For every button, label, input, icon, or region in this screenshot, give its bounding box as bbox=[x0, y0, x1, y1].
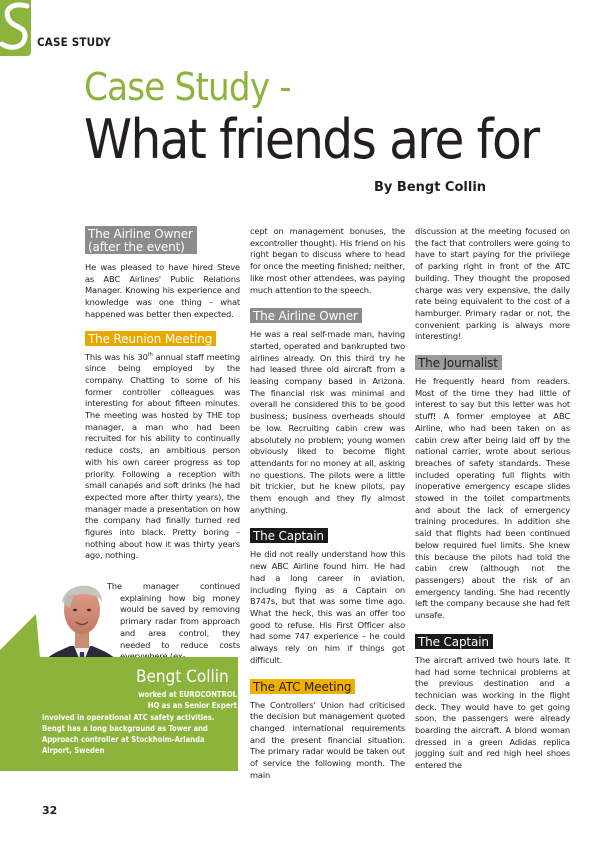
article-title: What friends are for bbox=[84, 108, 539, 171]
bio-line: Approach controller at Stockholm-Arlanda bbox=[42, 735, 205, 745]
heading-journalist: The Journalist bbox=[415, 355, 502, 370]
paragraph: The manager continued explaining how big money would be saved by removing primary radar from approach and area control, they needed to reduce costs bbox=[107, 581, 240, 650]
heading-atc-meeting: The ATC Meeting bbox=[250, 679, 355, 694]
column-3 bbox=[415, 226, 570, 772]
paragraph bbox=[85, 352, 240, 563]
byline: By Bengt Collin bbox=[374, 180, 487, 195]
paragraph: He frequently heard from readers. Most of the time they had little of interest to say but this letter was hot stuff! A former employee at ABC Airline, who had been taken on as cabin crew after being laid off by the national carrier, wrote about serious breaches of safety standards. These included operating full flights with inoperative emergency escape slides stowed in the toilet compartments and about the lack of emergency training procedures. In addition she said that flights had been continued below required fuel limits. She knew this because the pilots had told the cabin crew (although not the passengers) about the risk of an emergency landing. She had recently left the company because she had felt unsafe. bbox=[415, 376, 570, 621]
column-2 bbox=[250, 226, 405, 781]
heading-line: The Airline Owner bbox=[88, 227, 193, 241]
paragraph: He did not really understand how this new ABC Airline found him. He had had a long career in aviation, including flying as a Captain on B747s, but that was some time ago. What the heck, this was an offer too good to refuse. His First Officer also had some 747 experience – he could always rely on him if things got difficult. bbox=[250, 549, 405, 665]
text-run: annual staff meeting since being employed by the company. Chatting to some of his former controller colleagues was interesting for about fifteen minutes. The meeting was hosted by THE top manager, a man who had been recruited for his ability to continually reduce costs, an ambitious person with his own career progress as top priority. Following a reception with small canapés and soft drinks (he had expected more after thirty years), the manager made a presentation on how the company had finally turned red figures into black. Pretty boring – nothing about how it was thirty years ago, nothing. bbox=[85, 351, 240, 561]
bio-line: HQ as an Senior Expert bbox=[147, 701, 237, 711]
bio-line: worked at EUROCONTROL bbox=[138, 690, 237, 699]
heading-reunion-meeting: The Reunion Meeting bbox=[85, 331, 216, 346]
paragraph-wrap-1 bbox=[107, 581, 240, 663]
column-1 bbox=[85, 226, 240, 562]
paragraph: cept on management bonuses, the excontroller thought). His friend on his right began to discuss where to head for once the meeting finished; neither, like most other attendees, was paying much attention to the speech. bbox=[250, 226, 405, 295]
paragraph: He was pleased to have hired Steve as ABC Airlines' Public Relations Manager. Knowing his experience and knowledge was one thing – what happened was better then expected. bbox=[85, 262, 240, 319]
paragraph: The Controllers' Union had criticised the decision but management quoted changed international requirements and the present financial situation. The primary radar would be taken out of service the following month. The main bbox=[250, 699, 405, 780]
heading-line: (after the event) bbox=[88, 240, 185, 254]
paragraph: discussion at the meeting focused on the fact that controllers were going to have to start paying for the privilege of parking right in front of the ATC building. They thought the proposed charge was very expensive, the daily rate being equivalent to the cost of a hamburger. Primary radar or not, the convenient parking is always more interesting! bbox=[415, 226, 570, 342]
bio-line: Airport, Sweden bbox=[42, 746, 105, 756]
heading-airline-owner-after bbox=[85, 226, 197, 254]
section-tab bbox=[0, 0, 31, 56]
paragraph: He was a real self-made man, having started, operated and bankrupted two airlines already. On this third try he had leased three old aircraft from a leasing company based in Arizona. The financial risk was minimal and overall he considered this to be good business; business overheads should be low. Recruiting cabin crew was absolutely no problem; young women obviously liked to become flight attendants for no money at all, asking no questions. The pilots were a little bit trickier, but he knew pilots, pay them enough and they fly almost anything. bbox=[250, 329, 405, 515]
section-label: CASE STUDY bbox=[37, 35, 111, 49]
bio-author-name: Bengt Collin bbox=[136, 667, 229, 687]
paragraph: The aircraft arrived two hours late. It had had some technical problems at the previous destination and a technician was working in the flight deck. They would have to get going soon, the passengers were already boarding the aircraft. A blond woman dressed in a green Adidas replica jogging suit and red high heel shoes entered the bbox=[415, 654, 570, 771]
bio-line: involved in operational ATC safety activities. bbox=[42, 712, 215, 722]
heading-captain-2: The Captain bbox=[415, 634, 493, 649]
superscript: th bbox=[147, 351, 153, 358]
heading-airline-owner: The Airline Owner bbox=[250, 308, 362, 323]
s-logo-icon bbox=[0, 0, 31, 56]
heading-captain: The Captain bbox=[250, 528, 328, 543]
text-run: This was his 30 bbox=[85, 351, 148, 362]
article-kicker: Case Study - bbox=[84, 65, 291, 109]
bio-text bbox=[42, 689, 237, 757]
bio-box-corner bbox=[0, 610, 40, 658]
page-number: 32 bbox=[42, 804, 58, 817]
bio-line: Bengt has a long background as Tower and bbox=[42, 723, 208, 733]
